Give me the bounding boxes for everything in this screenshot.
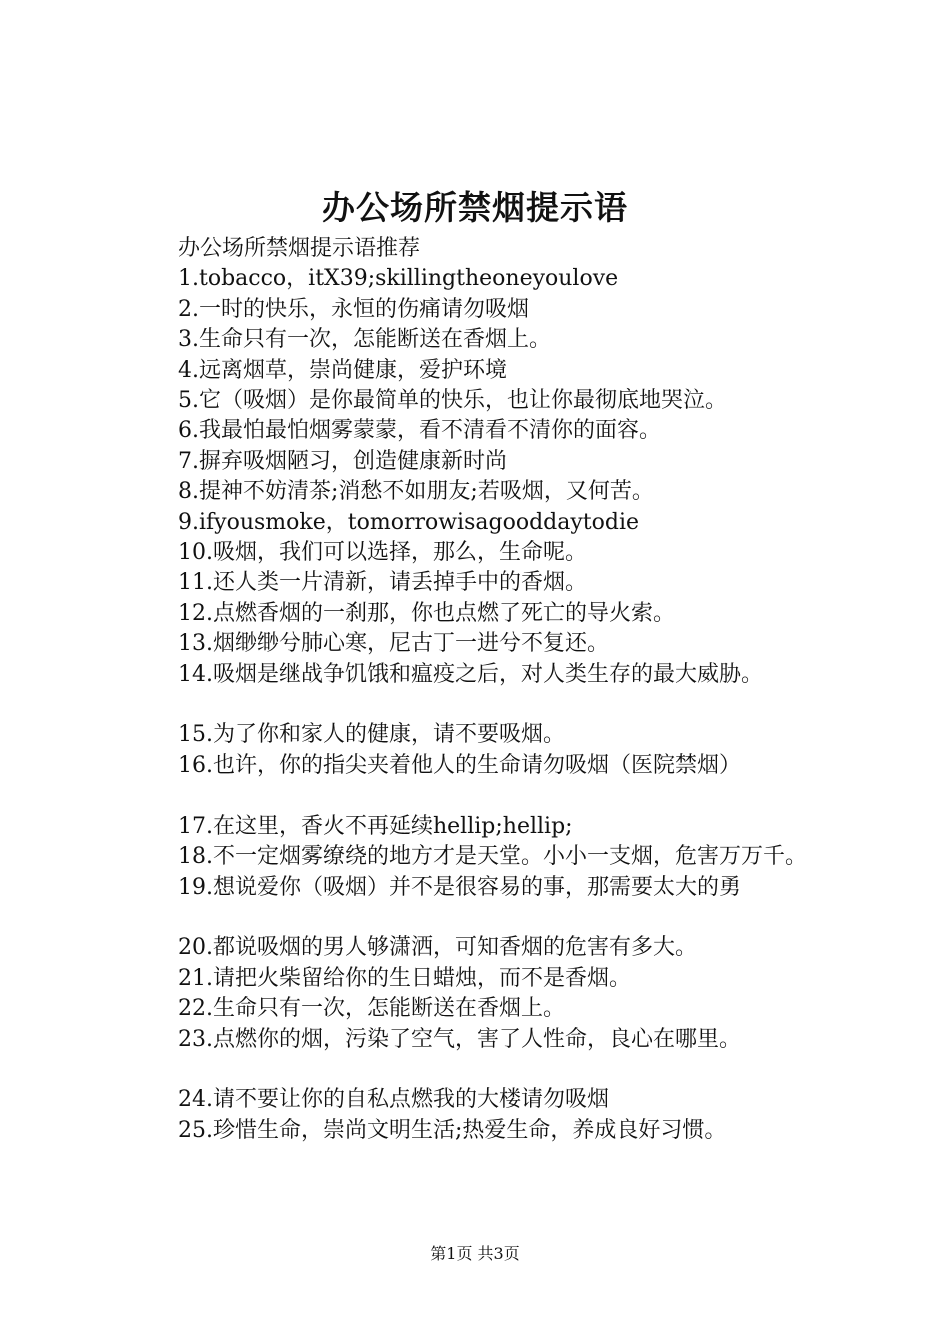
intro-line: 办公场所禁烟提示语推荐 xyxy=(178,236,421,261)
list-item: 13.烟缈缈兮肺心寒，尼古丁一进兮不复还。 xyxy=(178,631,609,657)
list-item: 20.都说吸烟的男人够潇洒，可知香烟的危害有多大。 xyxy=(178,935,697,961)
document-body xyxy=(128,234,848,1146)
list-item: 5.它（吸烟）是你最简单的快乐，也让你最彻底地哭泣。 xyxy=(178,388,727,414)
list-item: 24.请不要让你的自私点燃我的大楼请勿吸烟 xyxy=(178,1087,609,1113)
list-item: 15.为了你和家人的健康，请不要吸烟。 xyxy=(178,722,565,748)
list-item: 10.吸烟，我们可以选择，那么，生命呢。 xyxy=(178,540,587,566)
list-item: 18.不一定烟雾缭绕的地方才是天堂。小小一支烟，危害万万千。 xyxy=(178,844,807,870)
list-item: 23.点燃你的烟，污染了空气，害了人性命，良心在哪里。 xyxy=(178,1026,741,1052)
list-item: 6.我最怕最怕烟雾蒙蒙，看不清看不清你的面容。 xyxy=(178,418,661,444)
document-title: 办公场所禁烟提示语 xyxy=(322,188,628,227)
list-item: 12.点燃香烟的一刹那，你也点燃了死亡的导火索。 xyxy=(178,600,675,626)
list-item: 2.一时的快乐，永恒的伤痛请勿吸烟 xyxy=(178,296,529,322)
list-item: 9.ifyousmoke，tomorrowisagooddaytodie xyxy=(178,509,640,535)
list-item: 7.摒弃吸烟陋习，创造健康新时尚 xyxy=(178,448,507,474)
page-footer: 第1页 共3页 xyxy=(430,1244,520,1263)
list-item: 1.tobacco，itX39;skillingtheoneyoulove xyxy=(178,266,619,292)
list-item: 3.生命只有一次，怎能断送在香烟上。 xyxy=(178,327,551,353)
list-item: 17.在这里，香火不再延续hellip;hellip; xyxy=(178,813,573,839)
list-item: 19.想说爱你（吸烟）并不是很容易的事，那需要太大的勇 xyxy=(178,874,741,900)
list-item: 16.也许，你的指尖夹着他人的生命请勿吸烟（医院禁烟） xyxy=(178,752,741,778)
list-item: 14.吸烟是继战争饥饿和瘟疫之后，对人类生存的最大威胁。 xyxy=(178,661,763,687)
list-item: 22.生命只有一次，怎能断送在香烟上。 xyxy=(178,996,565,1022)
list-item: 21.请把火柴留给你的生日蜡烛，而不是香烟。 xyxy=(178,965,631,991)
list-item: 8.提神不妨清茶;消愁不如朋友;若吸烟，又何苦。 xyxy=(178,479,654,505)
list-item: 4.远离烟草，崇尚健康，爱护环境 xyxy=(178,357,507,383)
list-item: 11.还人类一片清新，请丢掉手中的香烟。 xyxy=(178,570,587,596)
list-item: 25.珍惜生命，崇尚文明生活;热爱生命，养成良好习惯。 xyxy=(178,1117,727,1143)
